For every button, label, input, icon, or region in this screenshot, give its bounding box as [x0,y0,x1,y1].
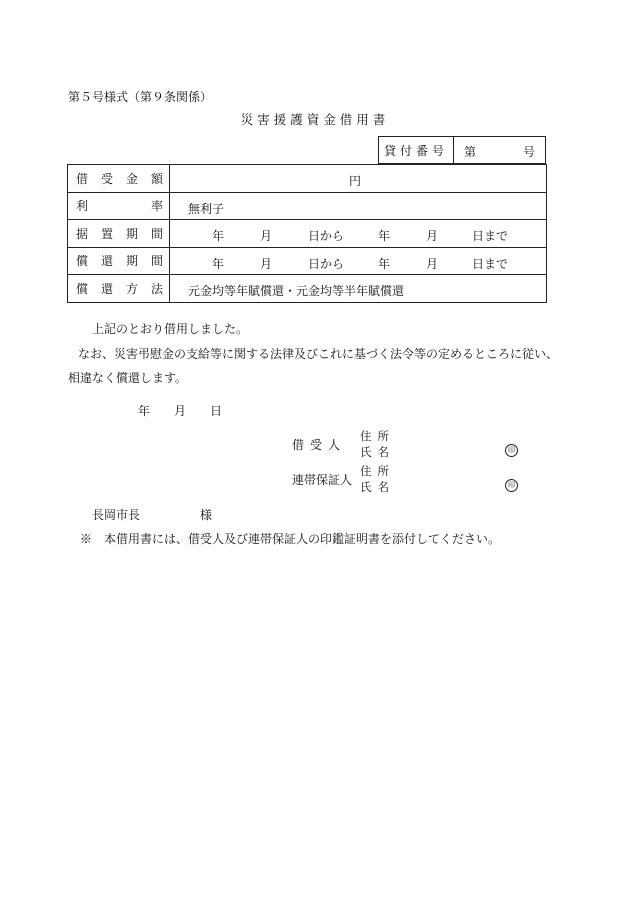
label-char: 額 [150,171,163,186]
guarantor-label: 連帯保証人 [292,473,353,487]
paragraph-2: なお、災害弔慰金の支給等に関する法律及びこれに基づく法令等の定めるところに従い、 [78,347,559,361]
row-repayment-period [68,247,547,275]
document-title: 災害援護資金借用書 [240,112,390,127]
label-char: 還 [100,254,113,269]
form-id: 第５号様式（第９条関係） [68,90,213,104]
label-char: 期 [125,226,138,241]
repay-start-month: 月 [260,256,273,271]
grace-end-year: 年 [378,229,391,243]
guarantor-address-label: 住所 [360,464,395,478]
row-label-amount [68,170,169,187]
label-char: 間 [150,254,163,269]
paragraph-3: 相違なく償還します。 [68,371,188,385]
loan-number-prefix: 第 [464,145,477,159]
row-label-repayment-period [68,252,169,269]
seal-icon: 印 [505,444,518,457]
label-char: 受 [100,171,113,186]
grace-period-field[interactable] [170,220,547,248]
grace-end-day: 日まで [472,229,509,243]
borrower-address-label: 住所 [360,429,395,443]
label-char: 置 [100,226,113,241]
repay-end-day: 日まで [472,256,509,271]
attachment-note: ※ 本借用書には、借受人及び連帯保証人の印鑑証明書を添付してください。 [80,532,501,546]
repayment-period-field[interactable] [170,247,547,275]
amount-field[interactable] [170,165,547,193]
loan-number-field[interactable] [454,137,545,163]
loan-details-table [67,164,547,303]
mayor-honorific: 様 [200,508,213,522]
grace-end-month: 月 [426,229,439,243]
mayor-addressee: 長岡市長 [92,508,141,522]
interest-field[interactable] [170,192,547,220]
row-amount [68,165,547,193]
loan-number-label: 貸付番号 [379,137,454,163]
paragraph-1: 上記のとおり借用しました。 [92,322,249,336]
date-year: 年 [138,404,151,418]
label-char: 間 [150,226,163,241]
grace-start-day: 日から [308,229,345,243]
label-char: 据 [76,226,89,241]
row-repayment-method [68,275,547,303]
interest-value: 無利子 [188,201,225,216]
date-month: 月 [174,404,187,418]
row-label-cell [68,220,170,248]
row-grace-period [68,220,547,248]
row-label-cell [68,165,170,193]
loan-number-suffix: 号 [522,145,535,159]
label-char: 利 [76,199,89,214]
borrower-label: 借受人 [292,438,347,452]
row-interest [68,192,547,220]
label-char: 還 [100,281,113,296]
row-label-grace [68,225,169,242]
grace-start-month: 月 [260,229,273,243]
guarantor-name-label: 氏名 [360,480,395,494]
borrower-name-label: 氏名 [360,445,395,459]
row-label-interest [68,197,169,214]
repayment-method-field[interactable] [170,275,547,303]
label-char: 法 [150,281,163,296]
loan-number-box [378,136,546,164]
label-char: 償 [76,281,89,296]
row-label-cell [68,192,170,220]
amount-unit: 円 [349,174,362,188]
label-char: 償 [76,254,89,269]
label-char: 方 [125,281,138,296]
label-char: 率 [150,199,163,214]
grace-start-year: 年 [212,229,225,243]
repay-start-day: 日から [308,256,345,271]
repay-start-year: 年 [212,256,225,271]
repay-end-month: 月 [426,256,439,271]
row-label-cell [68,275,170,303]
repay-end-year: 年 [378,256,391,271]
row-label-repayment-method [68,280,169,297]
label-char: 金 [125,171,138,186]
repayment-method-value: 元金均等年賦償還・元金均等半年賦償還 [188,284,405,298]
label-char: 期 [125,254,138,269]
row-label-cell [68,247,170,275]
label-char: 借 [76,171,89,186]
date-day: 日 [210,404,223,418]
seal-icon: 印 [505,479,518,492]
